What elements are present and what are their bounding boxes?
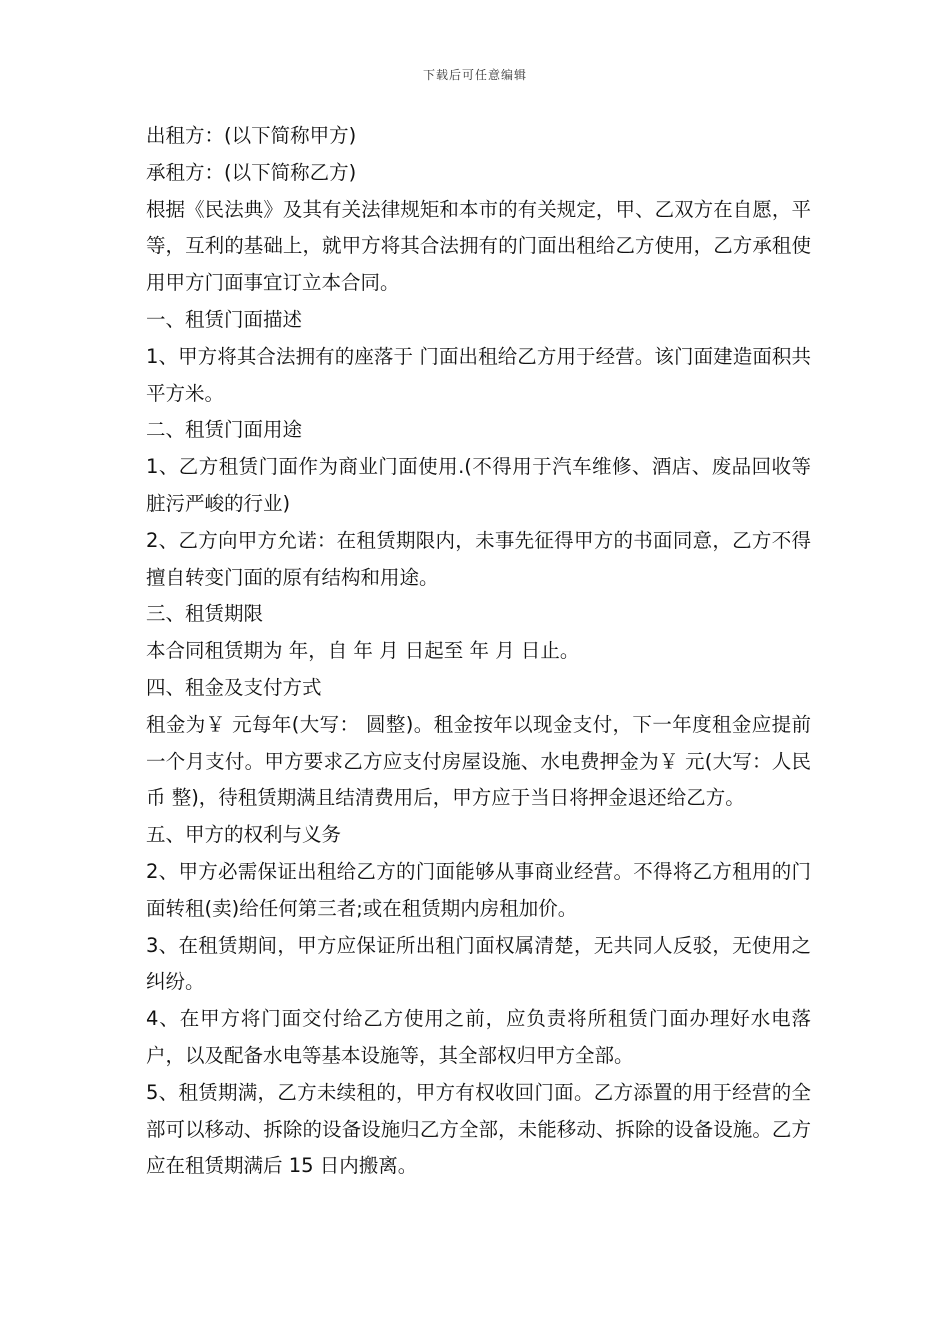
clause-1-1: 1、甲方将其合法拥有的座落于 门面出租给乙方用于经营。该门面建造面积共 平方米。 (146, 344, 811, 405)
section-heading-3: 三、租赁期限 (146, 602, 264, 626)
clause-5-2: 2、甲方必需保证出租给乙方的门面能够从事商业经营。不得将乙方租用的门面转租(卖)给任何第三者;或在租赁期内房租加价。 (146, 859, 811, 920)
lessor-line: 出租方：(以下简称甲方) (146, 124, 357, 147)
clause-3-1: 本合同租赁期为 年，自 年 月 日起至 年 月 日止。 (146, 639, 580, 663)
section-heading-5: 五、甲方的权利与义务 (146, 823, 342, 847)
clause-5-5: 5、租赁期满，乙方未续租的，甲方有权收回门面。乙方添置的用于经营的全部可以移动、拆除的设备设施归乙方全部，未能移动、拆除的设备设施。乙方应在租赁期满后 15 日内搬离。 (146, 1080, 811, 1178)
clause-5-4: 4、在甲方将门面交付给乙方使用之前，应负责将所租赁门面办理好水电落户，以及配备水电等基本设施等，其全部权归甲方全部。 (146, 1007, 811, 1067)
clause-5-3: 3、在租赁期间，甲方应保证所出租门面权属清楚，无共同人反驳，无使用之纠纷。 (146, 933, 811, 994)
document-body (146, 118, 811, 1185)
clause-2-1: 1、乙方租赁门面作为商业门面使用.(不得用于汽车维修、酒店、废品回收等脏污严峻的行业) (146, 455, 811, 515)
section-heading-2: 二、租赁门面用途 (146, 418, 303, 442)
clause-2-2: 2、乙方向甲方允诺：在租赁期限内，未事先征得甲方的书面同意，乙方不得擅自转变门面的原有结构和用途。 (146, 528, 811, 589)
section-heading-4: 四、租金及支付方式 (146, 675, 322, 699)
clause-4-1: 租金为￥ 元每年(大写： 圆整)。租金按年以现金支付，下一年度租金应提前一个月支付。甲方要求乙方应支付房屋设施、水电费押金为￥ 元(大写：人民币 整)，待租赁期满且结清费用后，甲方应于当日将押金退还给乙方。 (146, 712, 811, 810)
section-heading-1: 一、租赁门面描述 (146, 307, 303, 331)
lessee-line: 承租方：(以下简称乙方) (146, 160, 357, 184)
page-header: 下载后可任意编辑 (422, 68, 527, 82)
preamble-paragraph: 根据《民法典》及其有关法律规矩和本市的有关规定，甲、乙双方在自愿，平等，互利的基础上，就甲方将其合法拥有的门面出租给乙方使用，乙方承租使用甲方门面事宜订立本合同。 (146, 197, 811, 295)
